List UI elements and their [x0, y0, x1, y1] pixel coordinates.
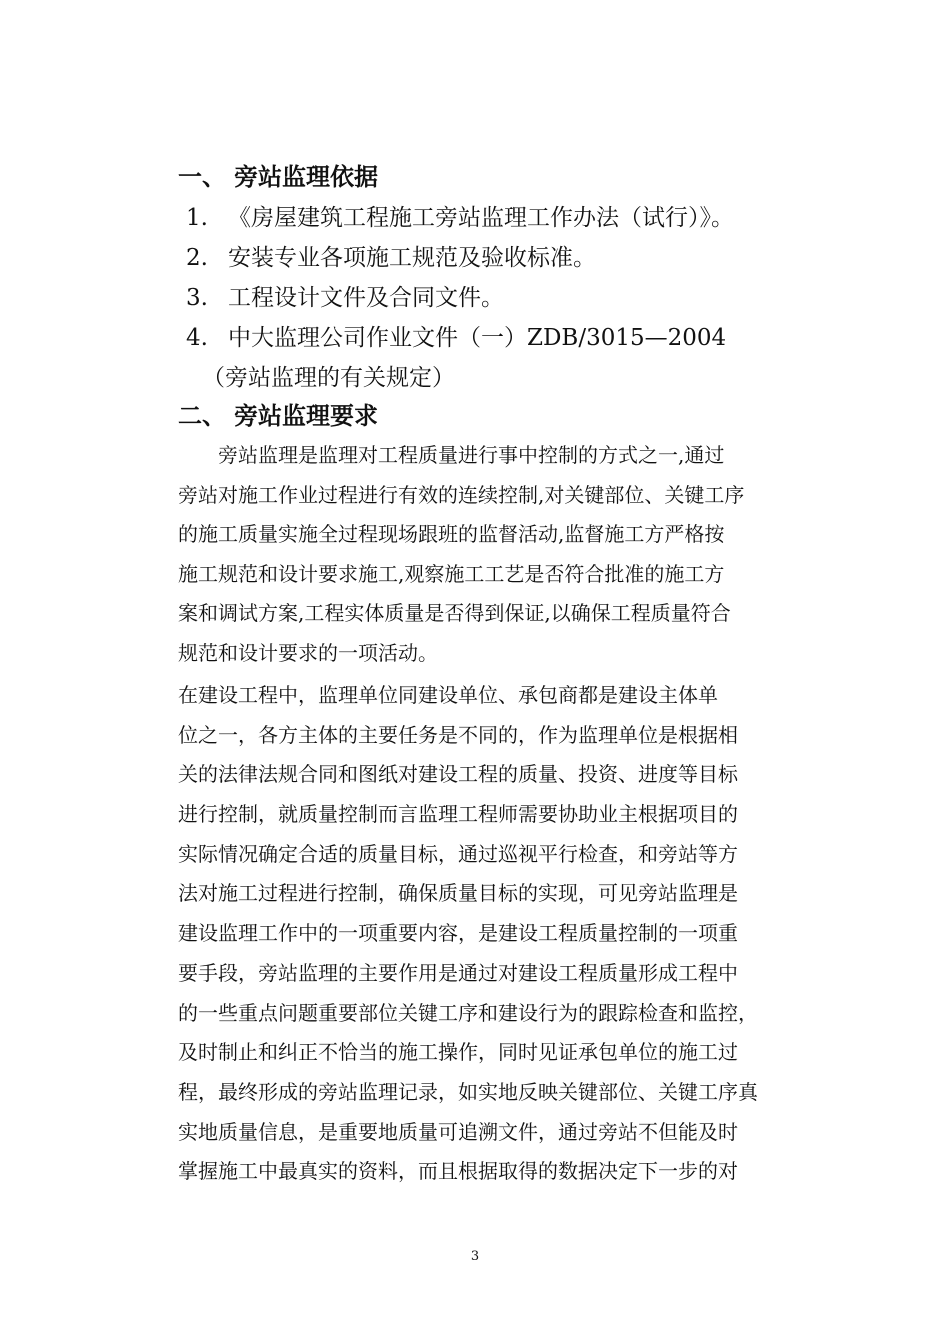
list-continuation: （旁站监理的有关规定） — [202, 365, 455, 391]
list-item — [186, 318, 826, 398]
paragraph-role — [178, 676, 818, 1192]
section-number: 二、 — [178, 401, 226, 430]
list-item — [186, 278, 826, 318]
section-heading-requirements — [178, 396, 378, 436]
list-index: 4. — [186, 325, 208, 351]
list-text: 安装专业各项施工规范及验收标准。 — [228, 245, 596, 271]
paragraph-definition — [178, 436, 818, 673]
paragraph-line: 建设监理工作中的一项重要内容，是建设工程质量控制的一项重 — [178, 921, 738, 946]
paragraph-line: 的一些重点问题重要部位关键工序和建设行为的跟踪检查和监控， — [178, 1000, 758, 1025]
page-number: 3 — [470, 1249, 480, 1264]
paragraph-line: 旁站监理是监理对工程质量进行事中控制的方式之一,通过 — [178, 443, 725, 467]
paragraph-line: 案和调试方案,工程实体质量是否得到保证,以确保工程质量符合 — [178, 601, 731, 625]
paragraph-line: 位之一，各方主体的主要任务是不同的，作为监理单位是根据相 — [178, 722, 738, 747]
section-title: 旁站监理依据 — [234, 162, 378, 191]
paragraph-line: 规范和设计要求的一项活动。 — [178, 640, 438, 665]
paragraph-line: 实地质量信息，是重要地质量可追溯文件，通过旁站不但能及时 — [178, 1119, 738, 1144]
paragraph-line: 在建设工程中，监理单位同建设单位、承包商都是建设主体单 — [178, 683, 718, 707]
basis-list — [186, 198, 826, 398]
paragraph-line: 要手段，旁站监理的主要作用是通过对建设工程质量形成工程中 — [178, 960, 738, 985]
paragraph-line: 关的法律法规合同和图纸对建设工程的质量、投资、进度等目标 — [178, 762, 738, 787]
paragraph-line: 程，最终形成的旁站监理记录，如实地反映关键部位、关键工序真 — [178, 1079, 758, 1104]
section-number: 一、 — [178, 162, 226, 191]
list-item — [186, 238, 826, 278]
paragraph-line: 及时制止和纠正不恰当的施工操作，同时见证承包单位的施工过 — [178, 1040, 738, 1065]
section-heading-basis — [178, 157, 378, 197]
list-text: 中大监理公司作业文件（一）ZDB/3015—2004 — [228, 325, 727, 351]
paragraph-line: 实际情况确定合适的质量目标，通过巡视平行检查，和旁站等方 — [178, 841, 738, 866]
list-index: 2. — [186, 245, 208, 271]
paragraph-line: 掌握施工中最真实的资料，而且根据取得的数据决定下一步的对 — [178, 1159, 738, 1184]
paragraph-line: 法对施工过程进行控制，确保质量目标的实现，可见旁站监理是 — [178, 881, 738, 906]
paragraph-line: 的施工质量实施全过程现场跟班的监督活动,监督施工方严格按 — [178, 522, 725, 546]
list-index: 3. — [186, 285, 208, 311]
paragraph-line: 进行控制，就质量控制而言监理工程师需要协助业主根据项目的 — [178, 802, 738, 827]
section-title: 旁站监理要求 — [234, 401, 378, 430]
list-text: 工程设计文件及合同文件。 — [228, 285, 504, 311]
paragraph-line: 旁站对施工作业过程进行有效的连续控制,对关键部位、关键工序 — [178, 482, 745, 507]
paragraph-line: 施工规范和设计要求施工,观察施工工艺是否符合批准的施工方 — [178, 561, 725, 586]
list-text: 《房屋建筑工程施工旁站监理工作办法（试行）》。 — [228, 205, 734, 231]
list-item — [186, 198, 826, 238]
list-index: 1. — [186, 205, 208, 231]
